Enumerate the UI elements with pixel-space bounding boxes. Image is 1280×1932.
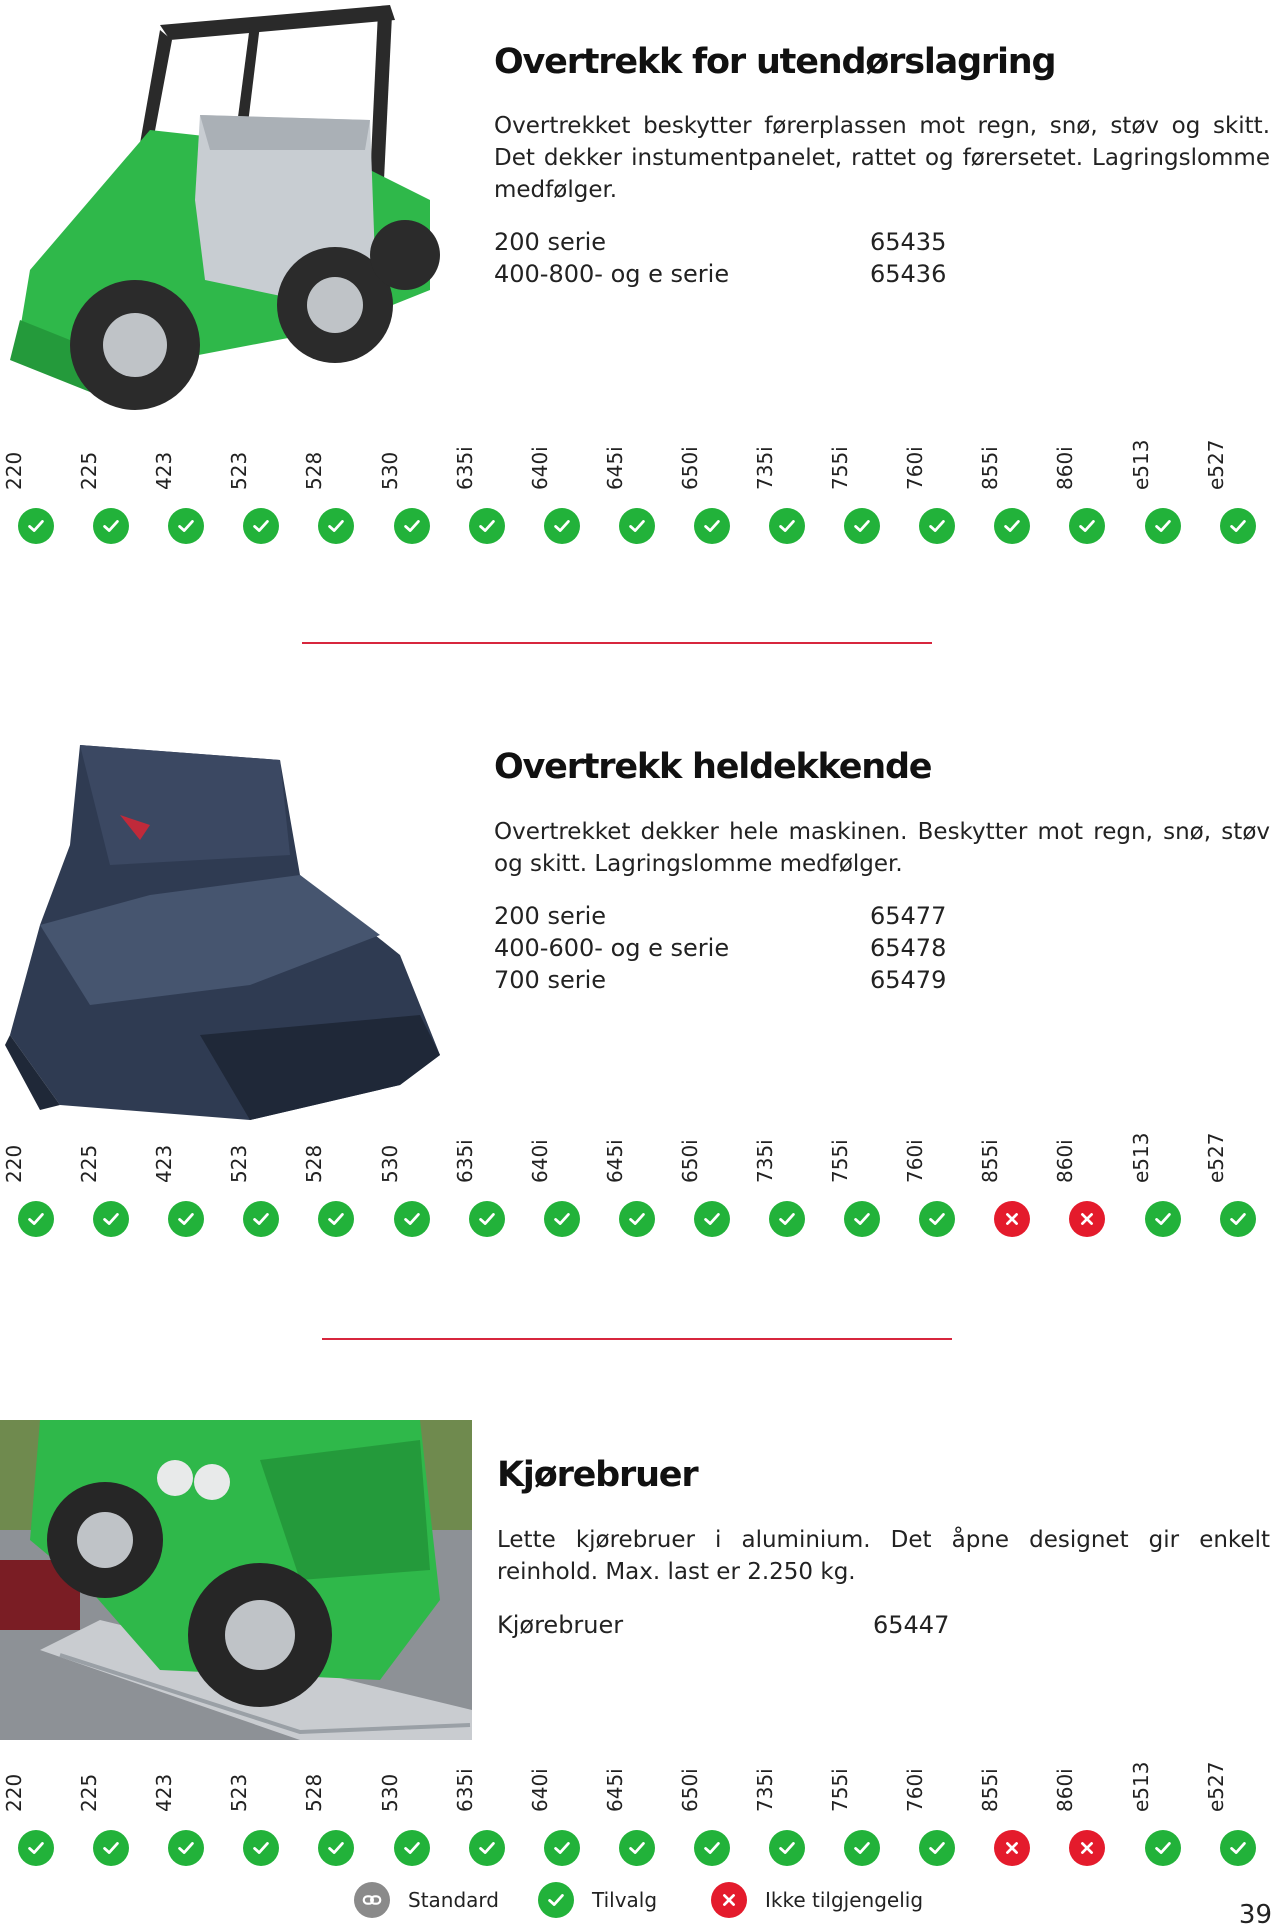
- model-label: 760i: [903, 446, 927, 490]
- model-label: e513: [1129, 1761, 1153, 1812]
- check-icon: [93, 1830, 129, 1866]
- cross-icon: [1069, 1830, 1105, 1866]
- model-label: 640i: [528, 1768, 552, 1812]
- check-icon: [93, 508, 129, 544]
- check-icon: [919, 1201, 955, 1237]
- model-label: e513: [1129, 439, 1153, 490]
- check-icon: [994, 508, 1030, 544]
- section-1-codes: [494, 226, 994, 290]
- code-name: 200 serie: [494, 902, 607, 930]
- check-icon: [318, 1201, 354, 1237]
- model-label: 645i: [603, 446, 627, 490]
- model-label: 735i: [753, 1139, 777, 1183]
- model-label: 225: [77, 451, 101, 490]
- model-label: 423: [152, 1773, 176, 1812]
- model-label: 860i: [1053, 1768, 1077, 1812]
- code-number: 65479: [870, 966, 947, 994]
- check-icon: [93, 1201, 129, 1237]
- model-label: 423: [152, 451, 176, 490]
- model-label: 530: [378, 451, 402, 490]
- check-icon: [18, 508, 54, 544]
- model-label: 860i: [1053, 446, 1077, 490]
- page-number: 39: [1238, 1900, 1272, 1930]
- section-3-title: Kjørebruer: [497, 1455, 698, 1495]
- legend-standard: [354, 1882, 499, 1918]
- compatibility-row-3: [0, 1762, 1280, 1882]
- product-image-outdoor-cover: [0, 0, 440, 420]
- check-icon: [1145, 1201, 1181, 1237]
- code-number: 65436: [870, 260, 947, 288]
- check-icon: [243, 1830, 279, 1866]
- code-row: [494, 964, 994, 996]
- check-icon: [844, 1201, 880, 1237]
- check-icon: [469, 1830, 505, 1866]
- model-label: 635i: [453, 1768, 477, 1812]
- section-1-description: Overtrekket beskytter førerplassen mot regn, snø, støv og skitt. Det dekker instumentpanelet, rattet og førersetet. Lagringslomme medfølger.: [494, 113, 1270, 203]
- check-icon: [18, 1830, 54, 1866]
- code-number: 65477: [870, 902, 947, 930]
- model-label: 645i: [603, 1139, 627, 1183]
- check-icon: [694, 508, 730, 544]
- legend-optional-label: Tilvalg: [592, 1888, 658, 1912]
- model-label: 760i: [903, 1139, 927, 1183]
- cross-icon: [711, 1882, 747, 1918]
- code-number: 65435: [870, 228, 947, 256]
- product-image-full-cover: [0, 725, 450, 1125]
- check-icon: [469, 508, 505, 544]
- model-label: e513: [1129, 1132, 1153, 1183]
- compatibility-row-1: [0, 440, 1280, 560]
- check-icon: [394, 1830, 430, 1866]
- model-label: e527: [1204, 1132, 1228, 1183]
- model-label: 530: [378, 1144, 402, 1183]
- model-label: 855i: [978, 1139, 1002, 1183]
- legend-unavailable-label: Ikke tilgjengelig: [765, 1888, 924, 1912]
- model-label: e527: [1204, 1761, 1228, 1812]
- section-1-title: Overtrekk for utendørslagring: [494, 42, 1056, 82]
- model-label: 530: [378, 1773, 402, 1812]
- model-label: 523: [227, 1773, 251, 1812]
- legend: [0, 1882, 1280, 1922]
- check-icon: [619, 508, 655, 544]
- code-row: [494, 900, 994, 932]
- product-image-ramps: [0, 1420, 472, 1740]
- check-icon: [544, 1201, 580, 1237]
- model-label: 220: [2, 1144, 26, 1183]
- section-divider: [302, 642, 932, 644]
- check-icon: [694, 1201, 730, 1237]
- model-label: 640i: [528, 446, 552, 490]
- check-icon: [769, 1201, 805, 1237]
- model-label: 860i: [1053, 1139, 1077, 1183]
- model-label: 755i: [828, 1768, 852, 1812]
- model-label: 735i: [753, 446, 777, 490]
- check-icon: [168, 1201, 204, 1237]
- code-name: 700 serie: [494, 966, 607, 994]
- check-icon: [544, 1830, 580, 1866]
- check-icon: [919, 1830, 955, 1866]
- legend-standard-label: Standard: [408, 1888, 499, 1912]
- check-icon: [1145, 1830, 1181, 1866]
- cross-icon: [1069, 1201, 1105, 1237]
- check-icon: [919, 508, 955, 544]
- section-2-codes: [494, 900, 994, 996]
- check-icon: [1220, 1201, 1256, 1237]
- check-icon: [1069, 508, 1105, 544]
- section-2-title: Overtrekk heldekkende: [494, 747, 932, 787]
- check-icon: [619, 1201, 655, 1237]
- model-label: 650i: [678, 1768, 702, 1812]
- model-label: 635i: [453, 1139, 477, 1183]
- section-3-codes: [497, 1609, 997, 1641]
- check-icon: [844, 1830, 880, 1866]
- model-label: 755i: [828, 1139, 852, 1183]
- model-label: 220: [2, 451, 26, 490]
- model-label: 650i: [678, 1139, 702, 1183]
- check-icon: [844, 508, 880, 544]
- code-number: 65447: [873, 1611, 950, 1639]
- code-name: 400-600- og e serie: [494, 934, 730, 962]
- check-icon: [469, 1201, 505, 1237]
- check-icon: [394, 508, 430, 544]
- check-icon: [243, 508, 279, 544]
- model-label: 755i: [828, 446, 852, 490]
- section-2-description: Overtrekket dekker hele maskinen. Beskytter mot regn, snø, støv og skitt. Lagringslomme medfølger.: [494, 819, 1270, 877]
- model-label: 528: [302, 1773, 326, 1812]
- check-icon: [538, 1882, 574, 1918]
- check-icon: [1145, 508, 1181, 544]
- model-label: 645i: [603, 1768, 627, 1812]
- model-label: 635i: [453, 446, 477, 490]
- cross-icon: [994, 1830, 1030, 1866]
- code-number: 65478: [870, 934, 947, 962]
- check-icon: [394, 1201, 430, 1237]
- check-icon: [243, 1201, 279, 1237]
- code-row: [497, 1609, 997, 1641]
- model-label: 220: [2, 1773, 26, 1812]
- section-3-description: Lette kjørebruer i aluminium. Det åpne designet gir enkelt reinhold. Max. last er 2.250 kg.: [497, 1527, 1270, 1585]
- check-icon: [168, 508, 204, 544]
- check-icon: [18, 1201, 54, 1237]
- check-icon: [769, 508, 805, 544]
- check-icon: [318, 508, 354, 544]
- check-icon: [544, 508, 580, 544]
- check-icon: [168, 1830, 204, 1866]
- model-label: 650i: [678, 446, 702, 490]
- model-label: 225: [77, 1773, 101, 1812]
- model-label: 855i: [978, 1768, 1002, 1812]
- check-icon: [769, 1830, 805, 1866]
- link-icon: [354, 1882, 390, 1918]
- check-icon: [619, 1830, 655, 1866]
- code-row: [494, 258, 994, 290]
- code-row: [494, 226, 994, 258]
- legend-optional: [538, 1882, 657, 1918]
- model-label: 760i: [903, 1768, 927, 1812]
- legend-unavailable: [711, 1882, 923, 1918]
- code-name: Kjørebruer: [497, 1611, 624, 1639]
- model-label: 523: [227, 1144, 251, 1183]
- model-label: 523: [227, 451, 251, 490]
- model-label: 225: [77, 1144, 101, 1183]
- code-row: [494, 932, 994, 964]
- code-name: 200 serie: [494, 228, 607, 256]
- model-label: 423: [152, 1144, 176, 1183]
- model-label: 855i: [978, 446, 1002, 490]
- cross-icon: [994, 1201, 1030, 1237]
- model-label: e527: [1204, 439, 1228, 490]
- check-icon: [318, 1830, 354, 1866]
- code-name: 400-800- og e serie: [494, 260, 730, 288]
- check-icon: [1220, 508, 1256, 544]
- check-icon: [694, 1830, 730, 1866]
- model-label: 528: [302, 451, 326, 490]
- model-label: 528: [302, 1144, 326, 1183]
- model-label: 735i: [753, 1768, 777, 1812]
- compatibility-row-2: [0, 1133, 1280, 1253]
- check-icon: [1220, 1830, 1256, 1866]
- section-divider: [322, 1338, 952, 1340]
- model-label: 640i: [528, 1139, 552, 1183]
